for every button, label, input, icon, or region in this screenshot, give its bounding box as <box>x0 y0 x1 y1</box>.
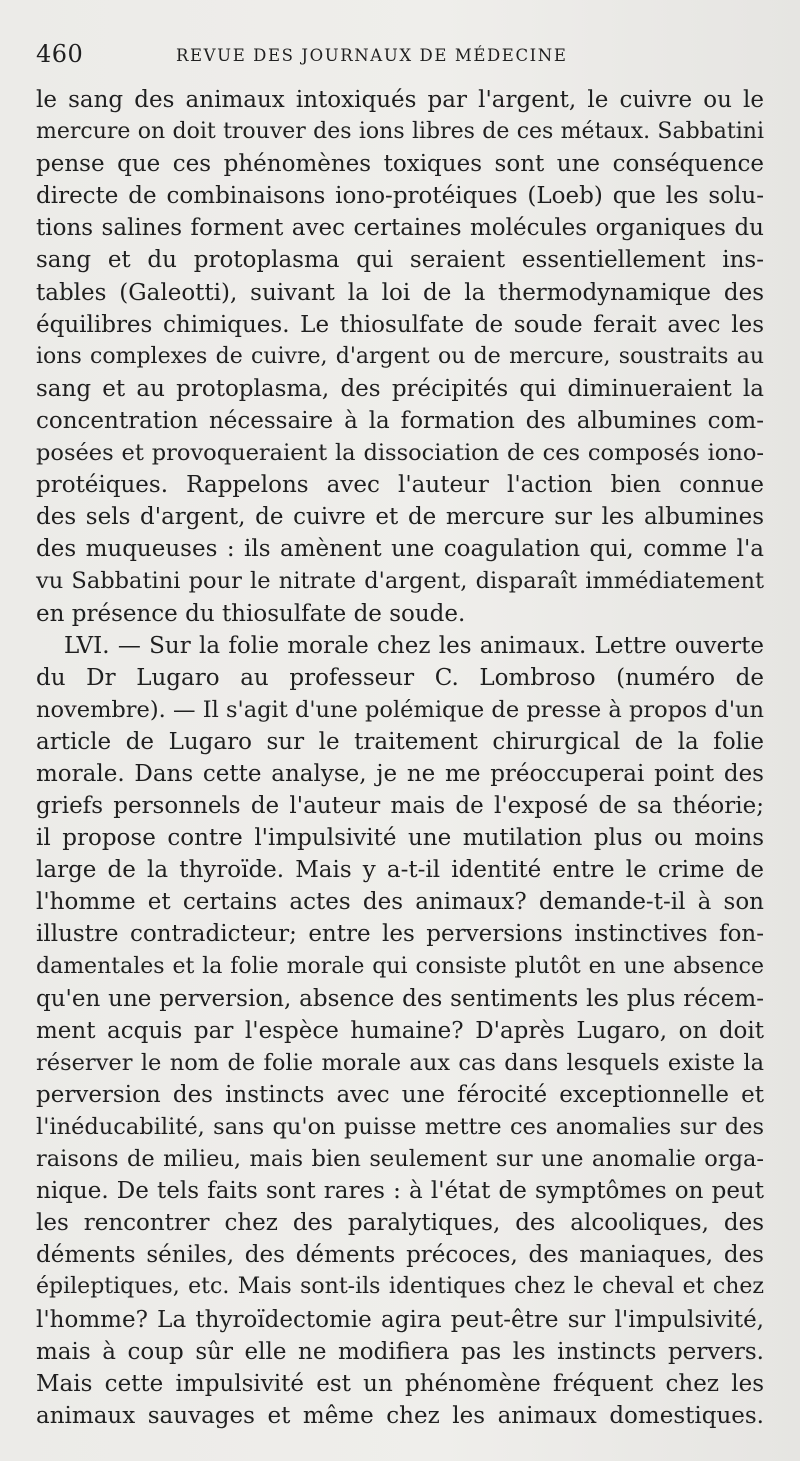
text-line: mais à coup sûr elle ne modifiera pas les instincts pervers. <box>36 1338 764 1365</box>
text-line: sang et du protoplasma qui seraient essentiellement ins- <box>36 247 764 274</box>
text-line: novembre). — Il s'agit d'une polémique de presse à propos d'un <box>36 696 764 723</box>
text-line: Mais cette impulsivité est un phénomène fréquent chez les <box>36 1370 764 1397</box>
section-heading-line: LVI. — Sur la folie morale chez les animaux. Lettre ouverte <box>64 632 764 659</box>
text-line: qu'en une perversion, absence des sentiments les plus récem- <box>36 985 764 1012</box>
text-line: mercure on doit trouver des ions libres de ces métaux. Sabbatini <box>36 119 764 145</box>
text-line: vu Sabbatini pour le nitrate d'argent, disparaît immédiatement <box>36 568 764 595</box>
text-line: animaux sauvages et même chez les animaux domestiques. <box>36 1402 764 1429</box>
text-line: ions complexes de cuivre, d'argent ou de mercure, soustraits au <box>36 343 764 369</box>
text-line: morale. Dans cette analyse, je ne me préoccuperai point des <box>36 760 764 787</box>
page-number: 460 <box>36 40 84 68</box>
text-line: perversion des instincts avec une férocité exceptionnelle et <box>36 1081 764 1108</box>
text-line: du Dr Lugaro au professeur C. Lombroso (numéro de <box>36 664 764 691</box>
text-line: raisons de milieu, mais bien seulement sur une anomalie orga- <box>36 1146 764 1173</box>
text-line: le sang des animaux intoxiqués par l'argent, le cuivre ou le <box>36 87 764 113</box>
body-text <box>36 84 764 1432</box>
text-line: griefs personnels de l'auteur mais de l'exposé de sa théorie; <box>36 793 764 820</box>
text-line: large de la thyroïde. Mais y a-t-il identité entre le crime de <box>36 857 764 884</box>
text-line: l'inéducabilité, sans qu'on puisse mettre ces anomalies sur des <box>36 1114 764 1140</box>
text-line: il propose contre l'impulsivité une mutilation plus ou moins <box>36 825 764 852</box>
text-line: en présence du thiosulfate de soude. <box>36 600 466 627</box>
text-line: directe de combinaisons iono-protéiques (Loeb) que les solu- <box>36 183 764 210</box>
text-line: l'homme et certains actes des animaux? demande-t-il à son <box>36 889 764 916</box>
text-line: déments séniles, des déments précoces, des maniaques, des <box>36 1242 764 1269</box>
text-line: l'homme? La thyroïdectomie agira peut-être sur l'impulsivité, <box>36 1306 764 1333</box>
text-line: article de Lugaro sur le traitement chirurgical de la folie <box>36 728 764 755</box>
text-line: nique. De tels faits sont rares : à l'état de symptômes on peut <box>36 1178 764 1205</box>
text-line: équilibres chimiques. Le thiosulfate de soude ferait avec les <box>36 311 764 338</box>
text-line: des muqueuses : ils amènent une coagulation qui, comme l'a <box>36 536 764 563</box>
text-line: sang et au protoplasma, des précipités qui diminueraient la <box>36 375 764 402</box>
text-line: concentration nécessaire à la formation des albumines com- <box>36 407 764 434</box>
text-line: épileptiques, etc. Mais sont-ils identiques chez le cheval et chez <box>36 1274 764 1300</box>
text-line: tables (Galeotti), suivant la loi de la thermodynamique des <box>36 279 764 306</box>
text-line: les rencontrer chez des paralytiques, des alcooliques, des <box>36 1210 764 1237</box>
page-header <box>36 40 776 72</box>
text-line: des sels d'argent, de cuivre et de mercure sur les albumines <box>36 504 764 531</box>
text-line: illustre contradicteur; entre les perversions instinctives fon- <box>36 921 764 948</box>
text-line: damentales et la folie morale qui consiste plutôt en une absence <box>36 953 764 979</box>
text-line: pense que ces phénomènes toxiques sont une conséquence <box>36 151 764 178</box>
running-head: REVUE DES JOURNAUX DE MÉDECINE <box>176 46 568 65</box>
text-line: tions salines forment avec certaines molécules organiques du <box>36 215 764 242</box>
text-line: protéiques. Rappelons avec l'auteur l'action bien connue <box>36 472 764 499</box>
text-line: posées et provoqueraient la dissociation de ces composés iono- <box>36 440 764 467</box>
text-line: ment acquis par l'espèce humaine? D'après Lugaro, on doit <box>36 1017 764 1044</box>
text-line: réserver le nom de folie morale aux cas dans lesquels existe la <box>36 1049 764 1076</box>
